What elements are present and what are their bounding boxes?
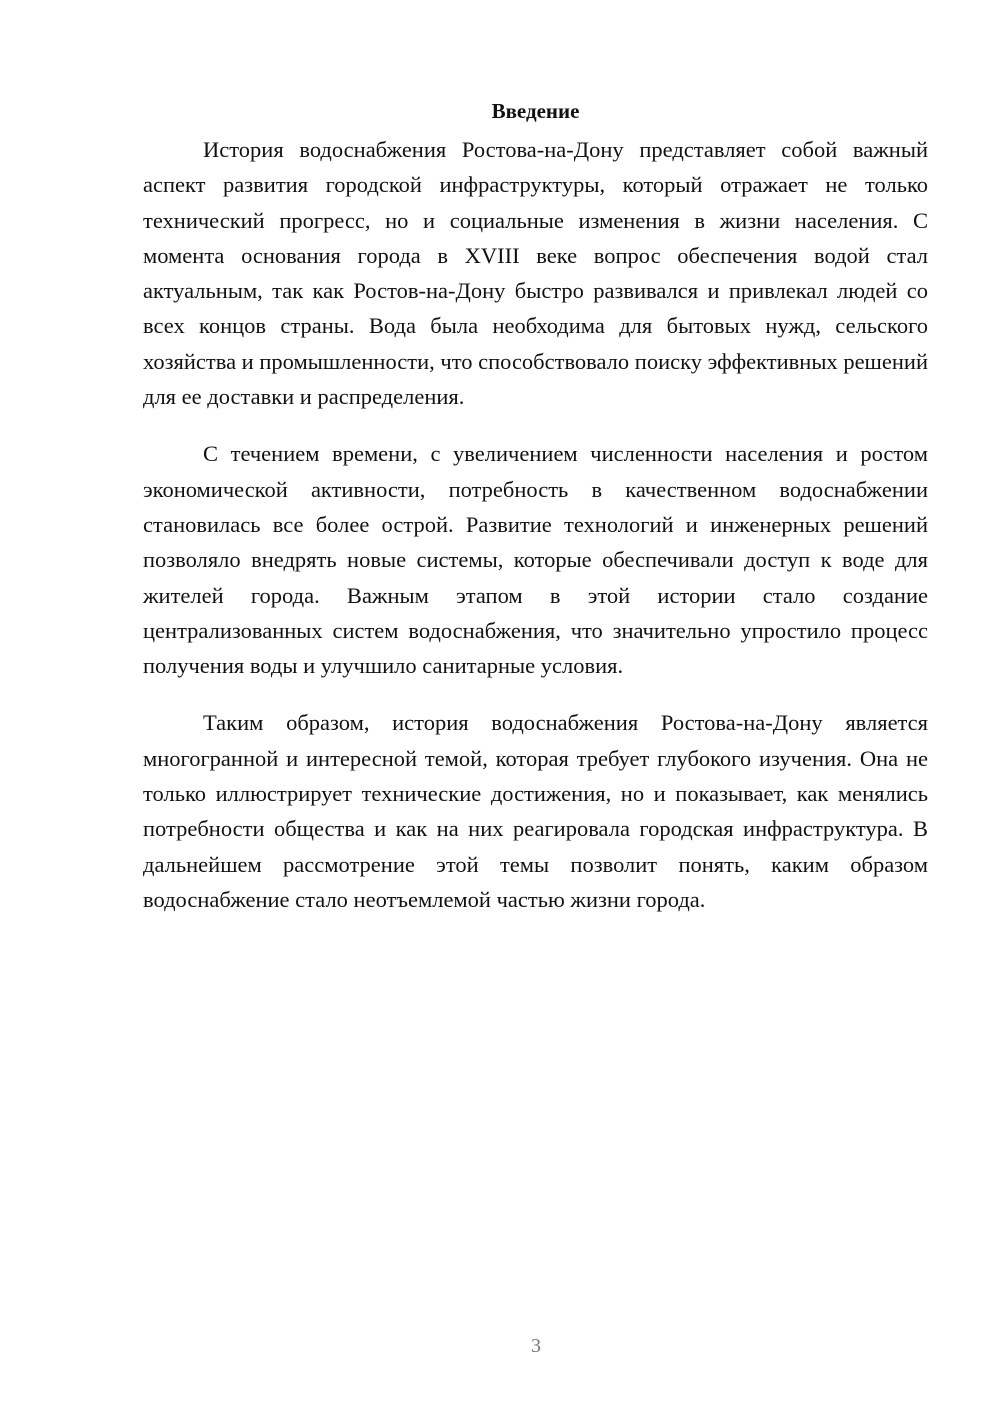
paragraph-1: История водоснабжения Ростова-на-Дону представляет собой важный аспект развития городской инфраструктуры, который отражает не только технический прогресс, но и социальные изменения в жизни населения. С момента основания города в XVIII веке вопрос обеспечения водой стал актуальным, так как Ростов-на-Дону быстро развивался и привлекал людей со всех концов страны. Вода была необходима для бытовых нужд, сельского хозяйства и промышленности, что способствовало поиску эффективных решений для ее доставки и распределения. xyxy=(143,137,928,410)
section-title: Введение xyxy=(491,99,580,123)
paragraph-2: С течением времени, с увеличением численности населения и ростом экономической активности, потребность в качественном водоснабжении становилась все более острой. Развитие технологий и инженерных решений позволяло внедрять новые системы, которые обеспечивали доступ к воде для жителей города. Важным этапом в этой истории стало создание централизованных систем водоснабжения, что значительно упростило процесс получения воды и улучшило санитарные условия. xyxy=(143,441,928,679)
paragraph-3: Таким образом, история водоснабжения Ростова-на-Дону является многогранной и интересной темой, которая требует глубокого изучения. Она не только иллюстрирует технические достижения, но и показывает, как менялись потребности общества и как на них реагировала городская инфраструктура. В дальнейшем рассмотрение этой темы позволит понять, каким образом водоснабжение стало неотъемлемой частью жизни города. xyxy=(143,710,928,912)
page-content xyxy=(143,96,928,917)
page-number: 3 xyxy=(531,1335,541,1357)
